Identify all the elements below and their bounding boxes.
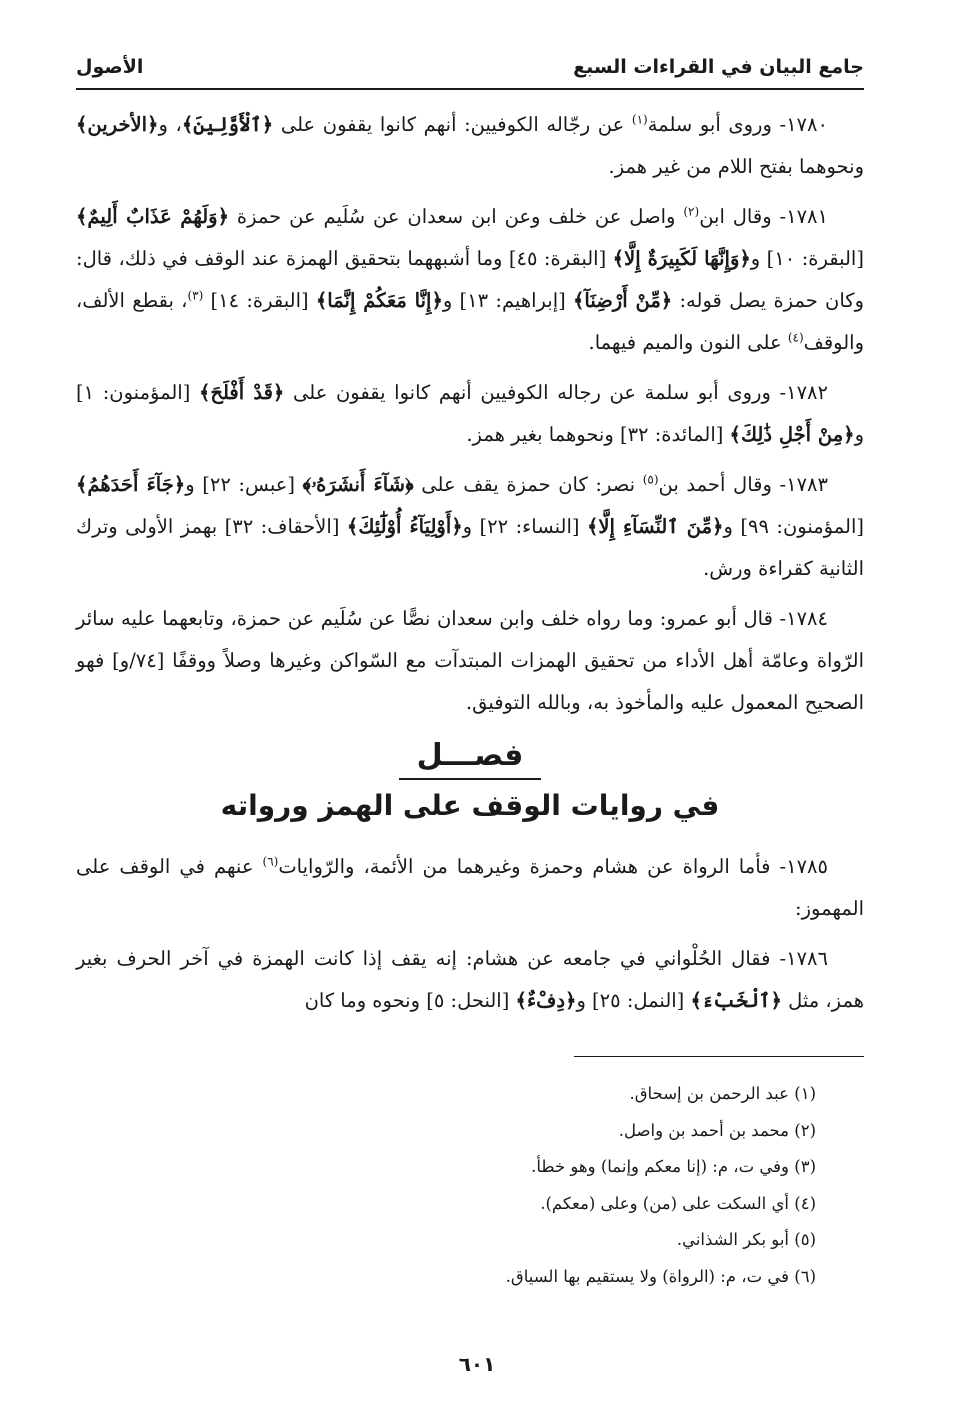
quran-verse: ﴿إِنَّا مَعَكُمْ إِنَّمَا﴾	[315, 289, 443, 312]
paragraph-1786	[76, 938, 864, 1022]
text-run: قال أبو عمرو: وما رواه خلف وابن سعدان نصًّا عن سُلَيم عن حمزة، وتابعهما عليه سائر الرّواة وعامّة أهل الأداء من تحقيق الهمزات المبتدآت مع السّواكن وغيرها وصلاً ووقفًا [٧٤/و] فهو الصحيح المعمول عليه والمأخوذ به، وبالله التوفيق.	[76, 607, 864, 714]
text-run: ، بقطع الألف، والوقف	[76, 289, 864, 354]
text-run: [البقرة: ٤٥] وما أشبههما بتحقيق الهمزة عند الوقف في ذلك، قال: وكان حمزة يصل قوله:	[76, 247, 864, 312]
paragraph-1784	[76, 598, 864, 724]
paragraph-number: ١٧٨٢-	[779, 381, 828, 404]
text-run: وقال ابن	[699, 205, 780, 228]
footnote-rule	[574, 1056, 864, 1057]
paragraph-1783	[76, 464, 864, 590]
footnote-ref: (٣)	[187, 288, 204, 303]
text-run: عن رجّاله الكوفيين: أنهم كانوا يقفون على	[273, 113, 632, 136]
paragraph-1780	[76, 104, 864, 188]
text-run: [النحل: ٥] ونحوه وما كان	[304, 989, 516, 1012]
section-name: الأصول	[76, 56, 144, 78]
footnote-ref: (٥)	[642, 472, 659, 487]
page-number: ٦٠١	[458, 1352, 496, 1376]
text-run: عنهم في الوقف على المهموز:	[76, 855, 864, 920]
footnote-ref: (١)	[631, 112, 648, 127]
quran-verse: ﴿دِفْءٌ﴾	[515, 989, 577, 1012]
quran-verse: ﴿ٱلْأَوَّلِينَ﴾	[181, 113, 274, 136]
text-run: [عبس: ٢٢] و	[185, 473, 303, 496]
text-run: نصر: كان حمزة يقف على	[413, 473, 643, 496]
quran-verse: ﴿وَإِنَّهَا لَكَبِيرَةٌ إِلَّا﴾	[612, 247, 751, 270]
quran-verse: ﴿مِّنَ ٱلنِّسَآءِ إِلَّا﴾	[586, 515, 724, 538]
footnote-ref: (٢)	[683, 204, 700, 219]
paragraph-number: ١٧٨٠-	[779, 113, 828, 136]
quran-verse: ﴿شَآءَ أَنشَرَهُۥ﴾	[302, 473, 414, 496]
text-run: وقال أحمد بن	[658, 473, 780, 496]
paragraph-number: ١٧٨٦-	[779, 947, 828, 970]
footnote-2: (٢) محمد بن أحمد بن واصل.	[618, 1120, 816, 1140]
footnote-6: (٦) في ت، م: (الرواة) ولا يستقيم بها السياق.	[505, 1266, 816, 1286]
body-text	[76, 104, 864, 1030]
paragraph-1782	[76, 372, 864, 456]
running-header	[76, 48, 864, 88]
text-run: [النساء: ٢٢] و	[462, 515, 587, 538]
text-run: [النمل: ٢٥] و	[576, 989, 691, 1012]
quran-verse: ﴿مِّنْ أَرْضِنَآ﴾	[573, 289, 673, 312]
header-rule	[76, 88, 864, 90]
text-run: ، و	[158, 113, 182, 136]
quran-verse: ﴿ٱلْخَبْءَ﴾	[690, 989, 782, 1012]
paragraph-number: ١٧٨٣-	[779, 473, 828, 496]
paragraph-number: ١٧٨١-	[779, 205, 829, 228]
text-run: فقال الحُلْواني في جامعه عن هشام: إنه يقف إذا كانت الهمزة في آخر الحرف بغير همز، مثل	[76, 947, 864, 1012]
text-run: وروى أبو سلمة عن رجاله الكوفيين أنهم كانوا يقفون على	[284, 381, 780, 404]
footnote-ref: (٦)	[262, 854, 279, 869]
text-run: وروى أبو سلمة	[647, 113, 780, 136]
text-run: [الأحقاف: ٣٢] بهمز الأولى وترك الثانية كقراءة ورش.	[76, 515, 864, 580]
quran-verse: ﴿وَلَهُمْ عَذَابٌ أَلِيمٌ﴾	[76, 205, 230, 228]
paragraph-number: ١٧٨٤-	[779, 607, 828, 630]
footnotes	[76, 1076, 816, 1295]
section-subtitle: في روايات الوقف على الهمز ورواته	[220, 789, 720, 822]
book-title: جامع البيان في القراءات السبع	[573, 56, 864, 78]
paragraph-1781	[76, 196, 864, 364]
paragraph-1785	[76, 846, 864, 930]
text-run: [البقرة: ١٤]	[203, 289, 316, 312]
text-run: [البقرة: ١٠] و	[750, 247, 864, 270]
text-run: [المؤمنون: ١] و	[76, 381, 864, 446]
text-run: على النون والميم فيهما.	[588, 331, 788, 354]
quran-verse: ﴿قَدْ أَفْلَحَ﴾	[198, 381, 285, 404]
footnote-ref: (٤)	[787, 330, 804, 345]
text-run: [المائدة: ٣٢] ونحوهما بغير همز.	[466, 423, 730, 446]
footnote-1: (١) عبد الرحمن بن إسحاق.	[629, 1084, 816, 1103]
text-run: ونحوهما بفتح اللام من غير همز.	[608, 155, 864, 178]
footnote-5: (٥) أبو بكر الشذاني.	[676, 1230, 816, 1249]
quran-verse: ﴿الأخرين﴾	[76, 113, 159, 136]
quran-verse: ﴿أَوْلِيَآءُ أُوْلَٰٓئِكَ﴾	[346, 515, 463, 538]
quran-verse: ﴿مِنْ أَجْلِ ذَٰلِكَ﴾	[729, 423, 855, 446]
paragraph-number: ١٧٨٥-	[779, 855, 828, 878]
text-run: [المؤمنون: ٩٩] و	[723, 515, 864, 538]
footnote-3: (٣) وفي ت، م: (إنا معكم وإنما) وهو خطأ.	[531, 1157, 816, 1176]
quran-verse: ﴿جَآءَ أَحَدَهُمُ﴾	[76, 473, 186, 496]
section-title: فصـــل	[399, 734, 542, 780]
footnote-4: (٤) أي السكت على (من) وعلى (معكم).	[540, 1193, 816, 1213]
text-run: واصل عن خلف وعن ابن سعدان عن سُلَيم عن حمزة	[229, 205, 684, 228]
section-heading	[76, 734, 864, 832]
text-run: فأما الرواة عن هشام وحمزة وغيرهما من الأئمة، والرّوايات	[278, 855, 780, 878]
text-run: [إبراهيم: ١٣] و	[442, 289, 573, 312]
